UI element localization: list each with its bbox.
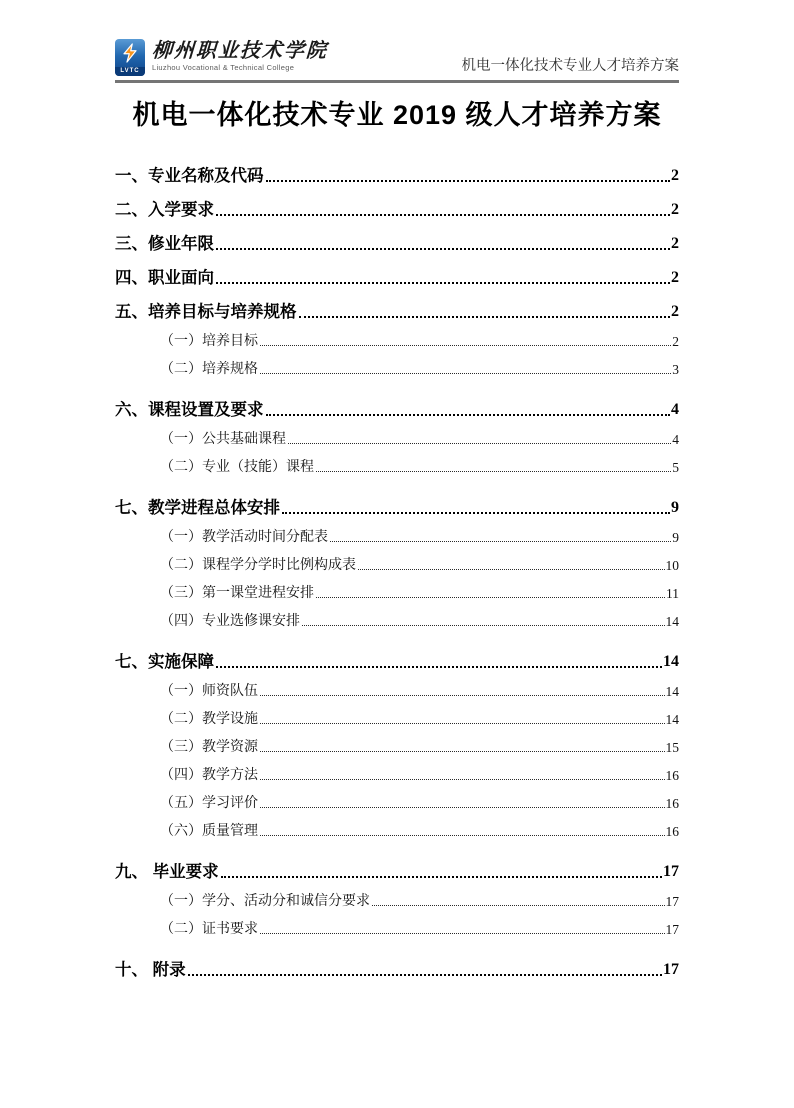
toc-entry-label: （一）师资队伍 bbox=[160, 683, 258, 699]
toc-entry-page: 14 bbox=[663, 653, 679, 671]
toc-dot-leader bbox=[260, 751, 665, 752]
college-name-english: Liuzhou Vocational & Technical College bbox=[152, 63, 295, 72]
toc-entry[interactable] bbox=[115, 886, 679, 914]
toc-dot-leader bbox=[260, 779, 665, 780]
toc-entry-page: 17 bbox=[665, 921, 679, 937]
toc-entry-label: （二）专业（技能）课程 bbox=[160, 459, 314, 475]
table-of-contents bbox=[115, 156, 679, 984]
toc-dot-leader bbox=[216, 248, 670, 250]
toc-entry-page: 10 bbox=[665, 557, 679, 573]
toc-entry-label: 一、专业名称及代码 bbox=[115, 166, 264, 185]
toc-entry[interactable] bbox=[115, 424, 679, 452]
toc-dot-leader bbox=[260, 835, 665, 836]
running-title: 机电一体化技术专业人才培养方案 bbox=[461, 58, 679, 74]
toc-entry-page: 2 bbox=[672, 333, 679, 349]
toc-entry-label: （六）质量管理 bbox=[160, 823, 258, 839]
document-title: 机电一体化技术专业 2019 级人才培养方案 bbox=[132, 100, 662, 130]
toc-dot-leader bbox=[316, 471, 671, 472]
toc-dot-leader bbox=[282, 512, 670, 514]
toc-entry-page: 4 bbox=[671, 401, 679, 419]
college-name-chinese: 柳州职业技术学院 bbox=[151, 40, 329, 62]
toc-entry[interactable] bbox=[115, 704, 679, 732]
toc-dot-leader bbox=[372, 905, 665, 906]
toc-dot-leader bbox=[260, 807, 665, 808]
toc-entry[interactable] bbox=[115, 914, 679, 942]
toc-dot-leader bbox=[260, 933, 665, 934]
toc-entry[interactable] bbox=[115, 522, 679, 550]
toc-entry-page: 2 bbox=[671, 269, 679, 287]
toc-entry-label: （一）学分、活动分和诚信分要求 bbox=[160, 893, 370, 909]
toc-entry-page: 15 bbox=[665, 739, 679, 755]
logo-abbr-label: LVTC bbox=[115, 67, 145, 76]
toc-entry-label: （一）教学活动时间分配表 bbox=[160, 529, 328, 545]
toc-entry-page: 9 bbox=[672, 529, 679, 545]
toc-entry[interactable] bbox=[115, 732, 679, 760]
toc-dot-leader bbox=[260, 373, 671, 374]
toc-entry-page: 2 bbox=[671, 303, 679, 321]
toc-entry[interactable] bbox=[115, 190, 679, 224]
toc-entry-page: 14 bbox=[665, 683, 679, 699]
toc-entry[interactable] bbox=[115, 224, 679, 258]
toc-entry-label: （二）课程学分学时比例构成表 bbox=[160, 557, 356, 573]
toc-dot-leader bbox=[260, 695, 665, 696]
toc-entry[interactable] bbox=[115, 550, 679, 578]
lightning-bolt-icon bbox=[115, 39, 145, 67]
toc-entry[interactable] bbox=[115, 258, 679, 292]
toc-dot-leader bbox=[330, 541, 671, 542]
toc-entry-label: （三）教学资源 bbox=[160, 739, 258, 755]
toc-dot-leader bbox=[358, 569, 665, 570]
toc-entry-label: 九、 毕业要求 bbox=[115, 862, 219, 881]
toc-entry-label: （三）第一课堂进程安排 bbox=[160, 585, 314, 601]
toc-dot-leader bbox=[260, 723, 665, 724]
toc-entry-label: 六、课程设置及要求 bbox=[115, 400, 264, 419]
toc-entry-label: （一）公共基础课程 bbox=[160, 431, 286, 447]
toc-dot-leader bbox=[216, 666, 662, 668]
toc-dot-leader bbox=[188, 974, 662, 976]
toc-entry-page: 11 bbox=[666, 585, 679, 601]
toc-entry[interactable] bbox=[115, 950, 679, 984]
toc-entry-page: 2 bbox=[671, 167, 679, 185]
toc-entry[interactable] bbox=[115, 816, 679, 844]
toc-entry-page: 2 bbox=[671, 235, 679, 253]
college-logo bbox=[115, 39, 328, 76]
toc-entry[interactable] bbox=[115, 292, 679, 326]
toc-entry-label: （四）专业选修课安排 bbox=[160, 613, 300, 629]
college-name-block bbox=[152, 39, 328, 73]
header-divider bbox=[115, 80, 679, 83]
toc-entry[interactable] bbox=[115, 156, 679, 190]
toc-dot-leader bbox=[302, 625, 665, 626]
toc-entry-label: 十、 附录 bbox=[115, 960, 186, 979]
toc-entry-page: 16 bbox=[665, 767, 679, 783]
toc-entry-page: 16 bbox=[665, 823, 679, 839]
toc-dot-leader bbox=[221, 876, 662, 878]
toc-dot-leader bbox=[216, 214, 670, 216]
toc-entry-label: 四、职业面向 bbox=[115, 268, 214, 287]
toc-entry-label: 三、修业年限 bbox=[115, 234, 214, 253]
toc-entry[interactable] bbox=[115, 676, 679, 704]
toc-entry-label: 七、教学进程总体安排 bbox=[115, 498, 280, 517]
toc-entry[interactable] bbox=[115, 606, 679, 634]
toc-entry-page: 9 bbox=[671, 499, 679, 517]
toc-entry-label: （五）学习评价 bbox=[160, 795, 258, 811]
toc-entry[interactable] bbox=[115, 788, 679, 816]
toc-dot-leader bbox=[299, 316, 671, 318]
toc-entry-page: 14 bbox=[665, 613, 679, 629]
toc-dot-leader bbox=[266, 414, 671, 416]
toc-entry[interactable] bbox=[115, 488, 679, 522]
toc-entry-page: 4 bbox=[672, 431, 679, 447]
toc-dot-leader bbox=[266, 180, 671, 182]
toc-entry-page: 5 bbox=[672, 459, 679, 475]
toc-entry[interactable] bbox=[115, 760, 679, 788]
toc-entry-page: 2 bbox=[671, 201, 679, 219]
toc-entry-label: （二）证书要求 bbox=[160, 921, 258, 937]
toc-entry-label: （二）教学设施 bbox=[160, 711, 258, 727]
toc-entry[interactable] bbox=[115, 642, 679, 676]
toc-dot-leader bbox=[288, 443, 671, 444]
toc-entry[interactable] bbox=[115, 452, 679, 480]
toc-entry-label: （四）教学方法 bbox=[160, 767, 258, 783]
toc-dot-leader bbox=[260, 345, 671, 346]
toc-entry[interactable] bbox=[115, 326, 679, 354]
toc-entry-page: 3 bbox=[672, 361, 679, 377]
page-header bbox=[115, 36, 679, 76]
toc-entry-label: 七、实施保障 bbox=[115, 652, 214, 671]
toc-entry[interactable] bbox=[115, 852, 679, 886]
lvtc-logo-icon bbox=[115, 39, 145, 76]
toc-entry-page: 17 bbox=[663, 863, 679, 881]
toc-dot-leader bbox=[316, 597, 665, 598]
toc-entry-label: 五、培养目标与培养规格 bbox=[115, 302, 297, 321]
toc-entry-label: （一）培养目标 bbox=[160, 333, 258, 349]
toc-entry-page: 17 bbox=[663, 961, 679, 979]
toc-entry-label: 二、入学要求 bbox=[115, 200, 214, 219]
toc-entry-page: 16 bbox=[665, 795, 679, 811]
toc-dot-leader bbox=[216, 282, 670, 284]
toc-entry[interactable] bbox=[115, 578, 679, 606]
toc-entry-label: （二）培养规格 bbox=[160, 361, 258, 377]
toc-entry-page: 14 bbox=[665, 711, 679, 727]
toc-entry-page: 17 bbox=[665, 893, 679, 909]
toc-entry[interactable] bbox=[115, 390, 679, 424]
toc-entry[interactable] bbox=[115, 354, 679, 382]
